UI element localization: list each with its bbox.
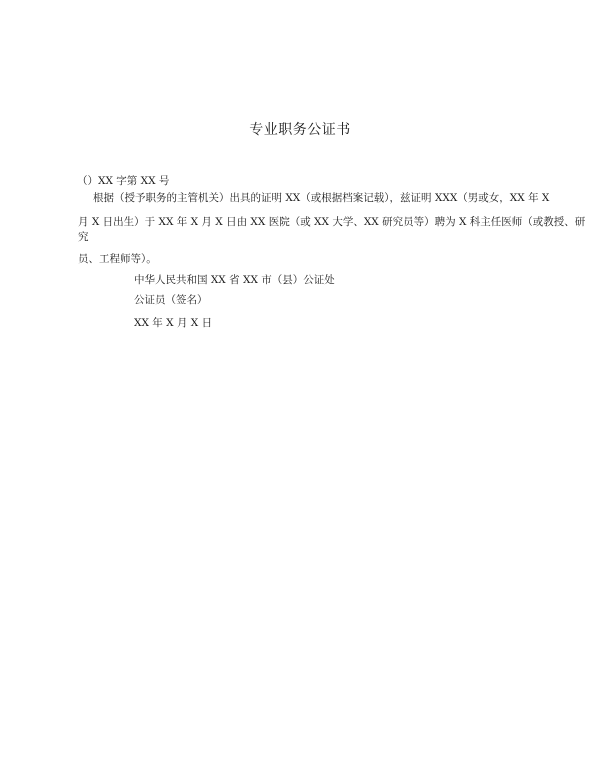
body-line-1: 根据（授予职务的主管机关）出具的证明 XX（或根据档案记载），兹证明 XXX（男或女，XX 年 X [93, 192, 550, 204]
body-line-3: 究 [78, 231, 89, 243]
body-line-4: 员、工程师等）。 [78, 253, 157, 265]
document-number: （）XX 字第 XX 号 [77, 175, 170, 187]
notary-office: 中华人民共和国 XX 省 XX 市（县）公证处 [134, 274, 335, 286]
document-date: XX 年 X 月 X 日 [134, 317, 213, 329]
body-line-2: 月 X 日出生）于 XX 年 X 月 X 日由 XX 医院（或 XX 大学、XX 研究员等）聘为 X 科主任医师（或教授、研 [78, 216, 586, 228]
document-title: 专业职务公证书 [249, 122, 351, 138]
notary-signature: 公证员（签名） [134, 294, 208, 306]
